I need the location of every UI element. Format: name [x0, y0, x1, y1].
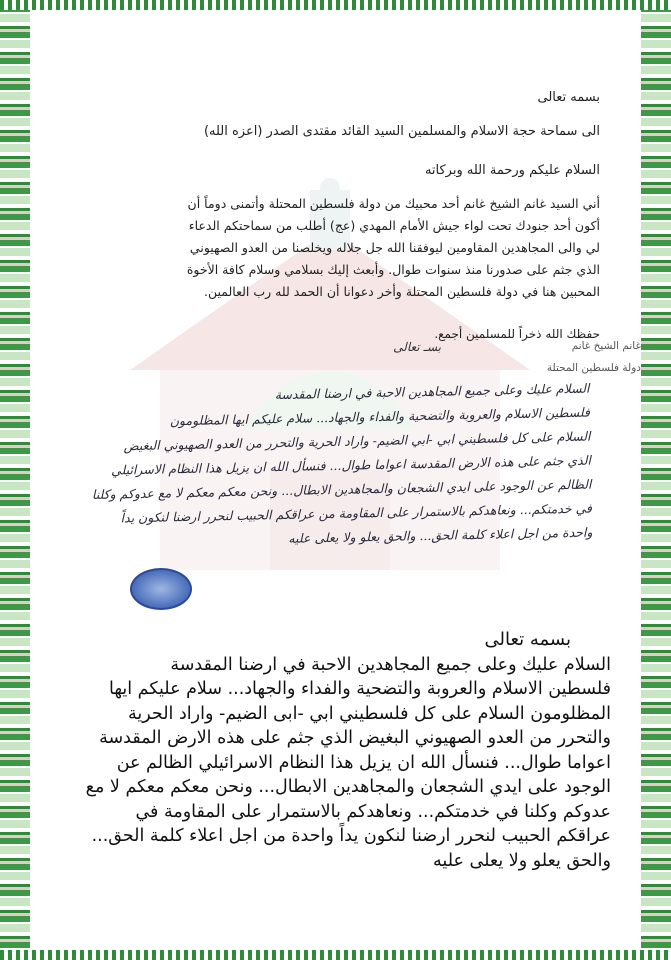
- letter-addressee: الى سماحة حجة الاسلام والمسلمين السيد القائد مقتدى الصدر (اعزه الله): [203, 124, 600, 139]
- transcript-line: فلسطين الاسلام والعروبة والتضحية والفداء والجهاد... سلام عليكم ايها: [108, 679, 611, 699]
- letter-body-line: لي والى المجاهدين المقاومين ليوفقنا الله جل جلاله ويخلصنا من العدو الصهيوني: [189, 240, 600, 255]
- letter-body-line: المحبين هنا في دولة فلسطين المحتلة وأخر دعوانا أن الحمد لله رب العالمين.: [203, 284, 600, 299]
- transcript-block: [40, 628, 631, 873]
- signature-block: [30, 340, 641, 380]
- letter-heading: بسمه تعالى: [537, 90, 600, 105]
- transcript-line: السلام عليك وعلى جميع المجاهدين الاحبة في ارضنا المقدسة: [170, 654, 611, 675]
- transcript-line: الوجود على ايدي الشجعان والمجاهدين الابطال... ونحن معكم معكم لا مع: [85, 777, 611, 797]
- transcript-line: عدوكم وكلنا في خدمتكم... ونعاهدكم بالاستمرار على المقاومة في: [135, 801, 611, 822]
- transcript-body: [40, 653, 611, 874]
- letter-body: [80, 193, 600, 303]
- letter-body-line: الذي جثم على صدورنا منذ سنوات طوال. وأبعث إليك بسلامي وسلام كافة الأخوة: [186, 262, 600, 277]
- handwritten-line: السلام عليك وعلى جميع المجاهدين الاحبة في ارضنا المقدسة: [274, 380, 590, 403]
- letter-closing: حفظك الله ذخراً للمسلمين أجمع.: [434, 327, 600, 341]
- handwritten-line: السلام على كل فلسطيني ابي -ابي الضيم- واراد الحرية والتحرر من العدو الصهيوني البغيض: [123, 428, 591, 454]
- signature-place: دولة فلسطين المحتلة: [546, 362, 641, 374]
- transcript-title: بسمه تعالى: [484, 629, 571, 650]
- transcript-line: عراقكم الحبيب لنحرر ارضنا لنكون يداً واحدة من اجل اعلاء كلمة الحق...: [91, 826, 611, 846]
- handwritten-line: واحدة من اجل اعلاء كلمة الحق... والحق يعلو ولا يعلى عليه: [288, 524, 593, 546]
- transcript-line: والحق يعلو ولا يعلى عليه: [433, 850, 611, 871]
- transcript-line: والتحرر من العدو الصهيوني البغيض الذي جثم على هذه الارض المقدسة: [99, 728, 611, 748]
- handwritten-line: الذي جثم على هذه الارض المقدسة اعواما طوال... فنسأل الله ان يزيل هذا النظام الاسرائيلي: [110, 452, 592, 478]
- decorative-border-right: [641, 0, 671, 960]
- handwritten-line: الظالم عن الوجود على ايدي الشجعان والمجاهدين الابطال... ونحن معكم معكم لا مع عدوكم وكلنا: [91, 476, 592, 503]
- handwritten-line: فلسطين الاسلام والعروبة والتضحية والفداء والجهاد... سلام عليكم ايها المظلومون: [169, 404, 591, 429]
- handwritten-heading: بسـ تعالى: [393, 340, 441, 354]
- decorative-border-left: [0, 0, 30, 960]
- transcript-line: المظلومون السلام على كل فلسطيني ابي -ابى الضيم- واراد الحرية: [128, 703, 611, 724]
- handwritten-line: في خدمتكم... ونعاهدكم بالاستمرار على المقاومة من عراقكم الحبيب لنحرر ارضنا لنكون يداً: [120, 500, 593, 526]
- letter-body-line: أني السيد غانم الشيخ غانم أحد محبيك من دولة فلسطين المحتلة وأتمنى دوماً أن: [187, 196, 600, 211]
- official-stamp: [130, 568, 192, 610]
- letter-body-line: أكون أحد جنودك تحت لواء جيش الأمام المهدي (عج) أطلب من سماحتكم الدعاء: [188, 218, 600, 233]
- letter-greeting: السلام عليكم ورحمة الله وبركاته: [424, 163, 600, 178]
- decorative-border-top: [0, 0, 671, 10]
- signature-name: غانم الشيخ غانم: [571, 340, 641, 352]
- handwritten-reply: [68, 377, 592, 556]
- transcript-line: اعواما طوال... فنسأل الله ان يزيل هذا النظام الاسرائيلي الظالم عن: [116, 752, 611, 773]
- decorative-border-bottom: [0, 950, 671, 960]
